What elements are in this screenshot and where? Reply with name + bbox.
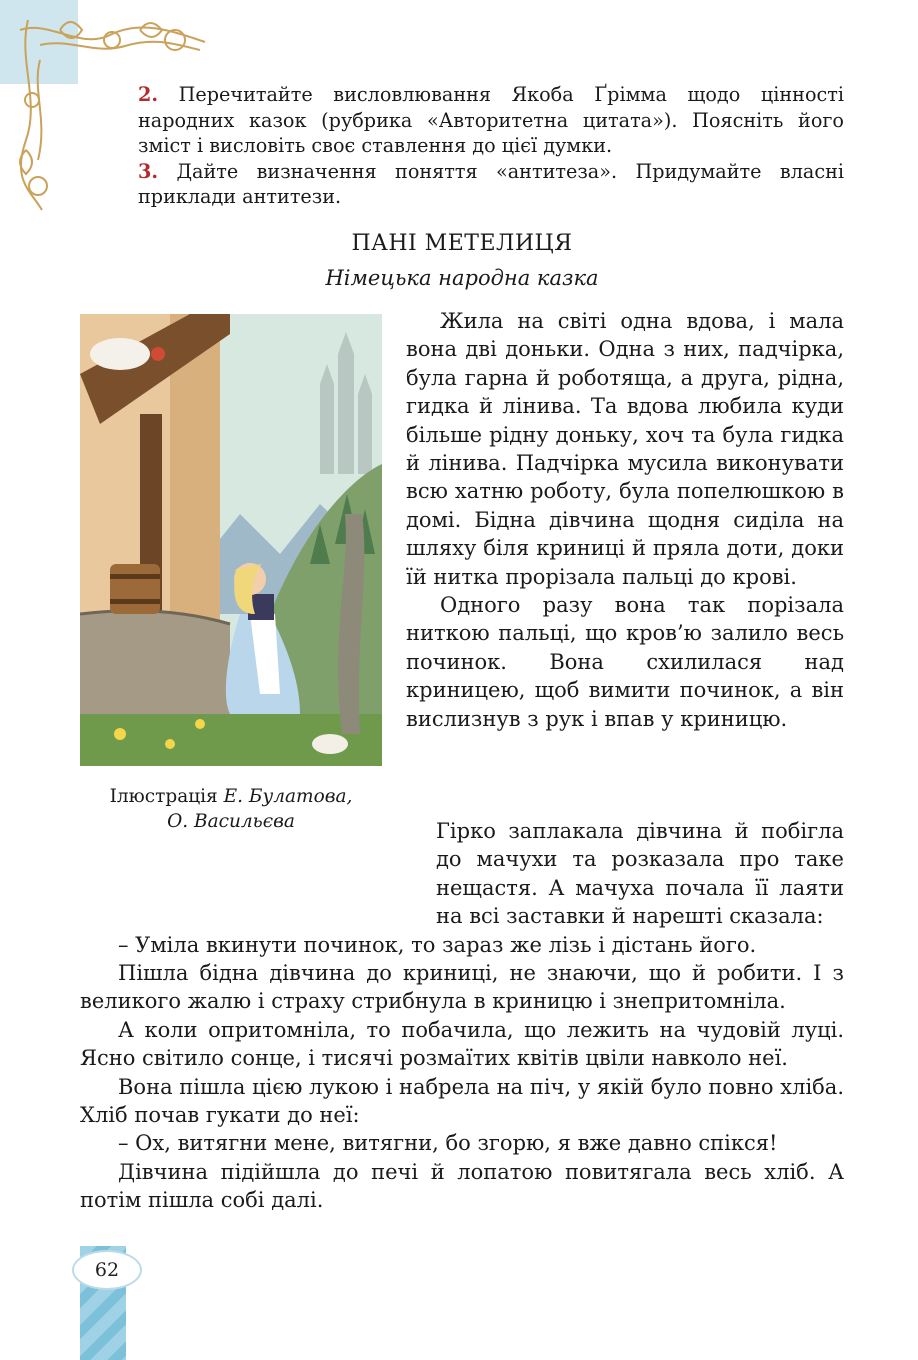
illustration-image [80,314,382,766]
story-paragraph: Вона пішла цією лукою і набрела на піч, у якій було повно хліба. Хліб почав гукати до неї: [80,1074,844,1128]
caption-authors-1: Е. Булатова, [223,786,353,807]
story-paragraph: Жила на світі одна вдова, і мала вона дві доньки. Одна з них, падчірка, була гарна й роботяща, а друга, рідна, гидка й лінива. Та вдова любила куди більше рідну доньку, хоч та була гидка й лінива. Падчірка мусила виконувати всю хатню роботу, була попелюшкою в домі. Бідна дівчина щодня сиділа на шляху біля криниці й пряла доти, доки їй нитка прорізала пальці до крові. [406,309,844,589]
caption-prefix: Ілюстрація [109,786,218,807]
task-2 [138,82,844,159]
task-2-text: Перечитайте висловлювання Якоба Ґрімма щодо цінності народних казок (рубрика «Авторитетна цитата»). Поясніть його зміст і висловіть своє ставлення до цієї думки. [138,83,844,157]
story-paragraph: Гірко заплакала дівчина й побігла до мачухи та розказала про таке нещастя. А мачуха почала її лаяти на всі заставки й нарешті сказала: [436,819,844,929]
story-paragraph: А коли опритомніла, то побачила, що лежить на чудовій луці. Ясно світило сонце, і тисячі розмаїтих квітів цвіли навколо неї. [80,1017,844,1071]
story-title: ПАНІ МЕТЕЛИЦЯ [351,231,573,256]
story-text-right-column [406,307,844,733]
story-dialogue: – Ох, витягни мене, витягни, бо згорю, я вже давно спікся! [118,1131,778,1156]
story-paragraph: Одного разу вона так порізала ниткою пальці, що кров’ю залило весь починок. Вона схилилася над криницею, щоб вимити починок, а він вислизнув з рук і впав у криницю. [406,593,844,731]
story-paragraph: Дівчина підійшла до печі й лопатою повитягала весь хліб. А потім пішла собі далі. [80,1159,844,1213]
illustration-drawing [80,314,382,766]
story-text-full-width [80,817,844,1215]
task-3-number: 3. [138,159,159,183]
caption-authors-2: О. Васильєва [167,811,295,832]
story-subtitle: Німецька народна казка [325,266,599,290]
task-3-text: Дайте визначення поняття «антитеза». Придумайте власні приклади антитези. [138,159,844,208]
story-paragraph: Пішла бідна дівчина до криниці, не знаючи, що й робити. І з великого жалю і страху стрибнула в криницю і знепритомніла. [80,961,844,1014]
tasks-block [138,82,844,210]
story-dialogue: – Уміла вкинути починок, то зараз же лізь і дістань його. [118,932,757,957]
task-2-number: 2. [138,83,159,106]
task-3 [138,159,844,210]
page-number: 62 [72,1250,142,1290]
